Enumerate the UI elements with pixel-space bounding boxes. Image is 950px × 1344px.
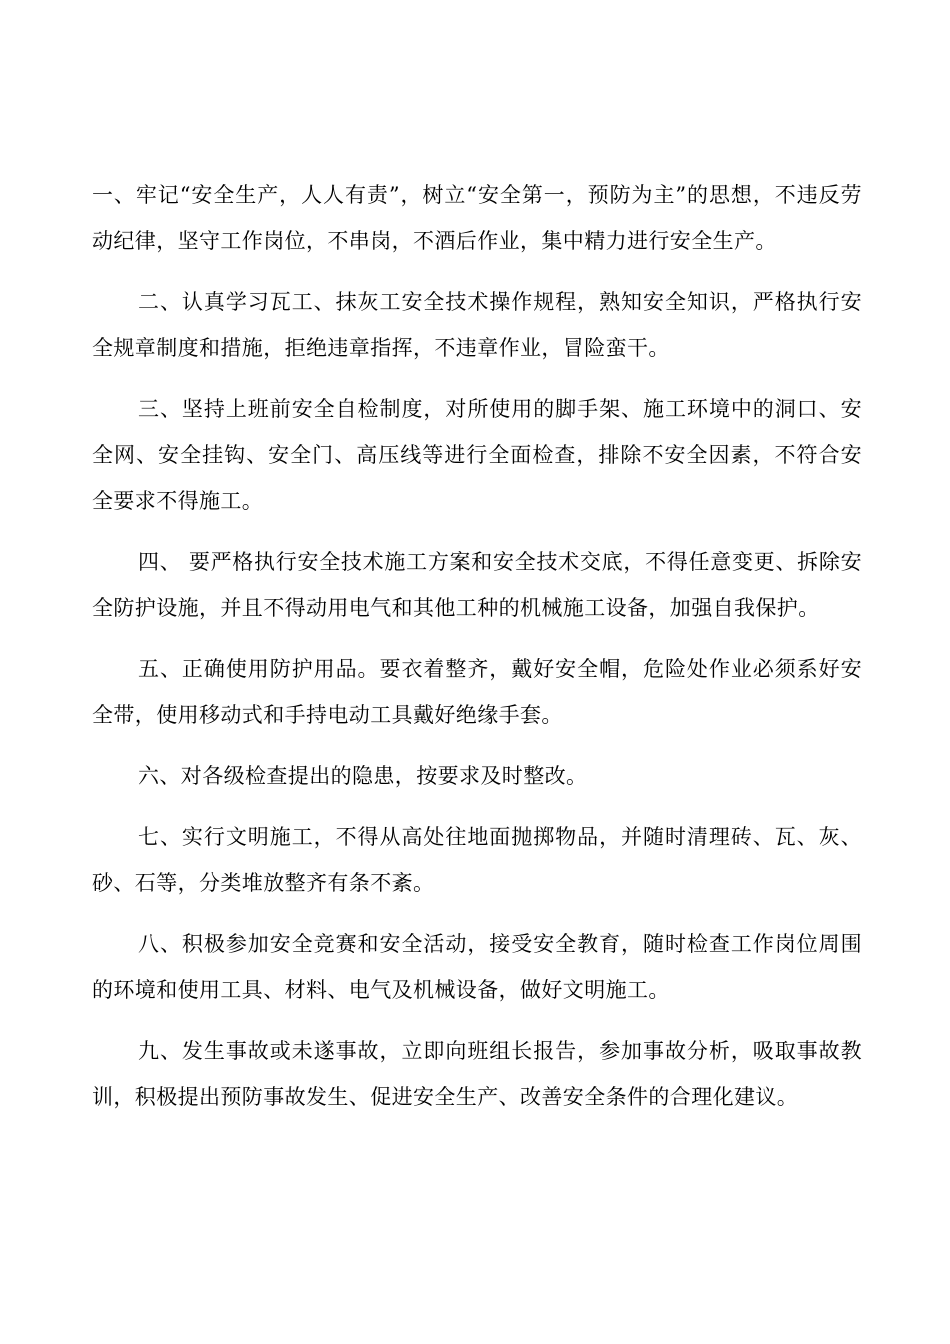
rule-paragraph-8: 八、积极参加安全竞赛和安全活动，接受安全教育，随时检查工作岗位周围的环境和使用工具、材料、电气及机械设备，做好文明施工。 <box>92 932 862 1002</box>
rule-paragraph-9: 九、发生事故或未遂事故，立即向班组长报告，参加事故分析，吸取事故教训，积极提出预防事故发生、促进安全生产、改善安全条件的合理化建议。 <box>92 1039 862 1109</box>
rule-paragraph-1: 一、牢记“安全生产，人人有责”，树立“安全第一，预防为主”的思想，不违反劳动纪律，坚守工作岗位，不串岗，不酒后作业，集中精力进行安全生产。 <box>92 183 862 253</box>
document-body <box>92 172 862 1135</box>
rule-paragraph-4: 四、 要严格执行安全技术施工方案和安全技术交底，不得任意变更、拆除安全防护设施，并且不得动用电气和其他工种的机械施工设备，加强自我保护。 <box>92 550 862 620</box>
rule-paragraph-2: 二、认真学习瓦工、抹灰工安全技术操作规程，熟知安全知识，严格执行安全规章制度和措施，拒绝违章指挥，不违章作业，冒险蛮干。 <box>92 290 862 360</box>
rule-paragraph-3: 三、坚持上班前安全自检制度，对所使用的脚手架、施工环境中的洞口、安全网、安全挂钩、安全门、高压线等进行全面检查，排除不安全因素，不符合安全要求不得施工。 <box>92 397 862 513</box>
rule-paragraph-6: 六、对各级检查提出的隐患，按要求及时整改。 <box>138 764 588 788</box>
rule-paragraph-5: 五、正确使用防护用品。要衣着整齐，戴好安全帽，危险处作业必须系好安全带，使用移动式和手持电动工具戴好绝缘手套。 <box>92 657 862 727</box>
rule-paragraph-7: 七、实行文明施工，不得从高处往地面抛掷物品，并随时清理砖、瓦、灰、砂、石等，分类堆放整齐有条不紊。 <box>92 825 862 895</box>
